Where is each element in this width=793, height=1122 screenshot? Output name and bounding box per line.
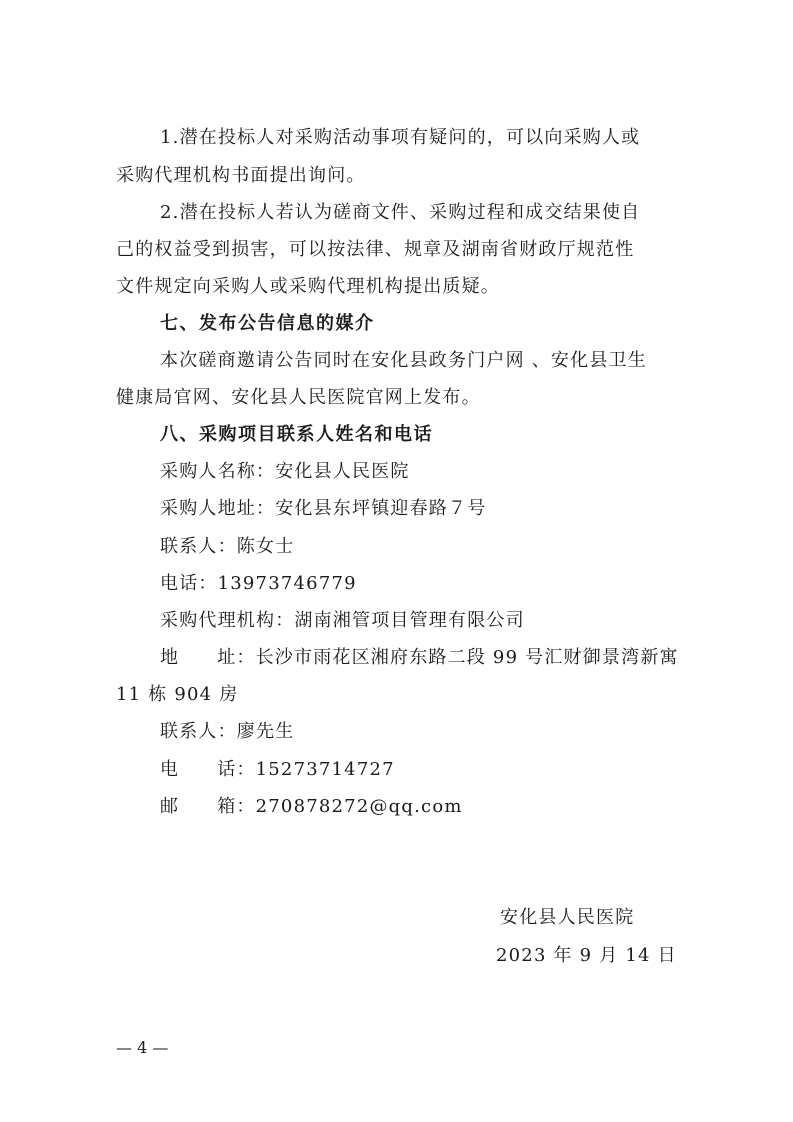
purchaser-address: 采购人地址：安化县东坪镇迎春路７号 xyxy=(160,498,487,519)
agency-address-label-2: 址： xyxy=(217,647,256,668)
paragraph-1-line-1: 1.潜在投标人对采购活动事项有疑问的，可以向采购人或 xyxy=(160,127,641,148)
agency-email-value: 270878272@qq.com xyxy=(255,796,463,817)
paragraph-2-line-1: 2.潜在投标人若认为磋商文件、采购过程和成交结果使自 xyxy=(160,202,641,223)
agency-address xyxy=(160,646,679,670)
agency-phone xyxy=(160,758,395,782)
agency-address-value: 长沙市雨花区湘府东路二段 99 号汇财御景湾新寓 xyxy=(255,647,679,668)
agency-email-label-2: 箱： xyxy=(217,796,256,817)
paragraph-2-line-2: 己的权益受到损害，可以按法律、规章及湖南省财政厅规范性 xyxy=(116,239,635,260)
agency-address-line-2: 11 栋 904 房 xyxy=(116,684,239,705)
paragraph-1-line-2: 采购代理机构书面提出询问。 xyxy=(116,165,366,186)
section-7-title: 七、发布公告信息的媒介 xyxy=(160,313,375,334)
signature-org: 安化县人民医院 xyxy=(500,907,635,928)
agency-phone-label-2: 话： xyxy=(217,759,256,780)
agency-phone-value: 15273714727 xyxy=(255,759,395,780)
paragraph-2-line-3: 文件规定向采购人或采购代理机构提出质疑。 xyxy=(116,276,500,297)
purchaser-phone: 电话：13973746779 xyxy=(160,573,357,594)
agency-address-label-1: 地 xyxy=(160,647,180,668)
signature-date: 2023 年 9 月 14 日 xyxy=(496,945,677,966)
agency-contact: 联系人：廖先生 xyxy=(160,721,295,742)
agency-name: 采购代理机构：湖南湘管项目管理有限公司 xyxy=(160,610,525,631)
section-8-title: 八、采购项目联系人姓名和电话 xyxy=(160,424,433,445)
section-7-line-2: 健康局官网、安化县人民医院官网上发布。 xyxy=(116,387,481,408)
agency-phone-label-1: 电 xyxy=(160,759,180,780)
agency-email xyxy=(160,795,463,819)
agency-email-label-1: 邮 xyxy=(160,796,180,817)
purchaser-contact: 联系人：陈女士 xyxy=(160,536,295,557)
section-7-line-1: 本次磋商邀请公告同时在安化县政务门户网 、安化县卫生 xyxy=(160,350,647,371)
page-number: — 4 — xyxy=(116,1038,169,1057)
purchaser-name: 采购人名称：安化县人民医院 xyxy=(160,461,410,482)
